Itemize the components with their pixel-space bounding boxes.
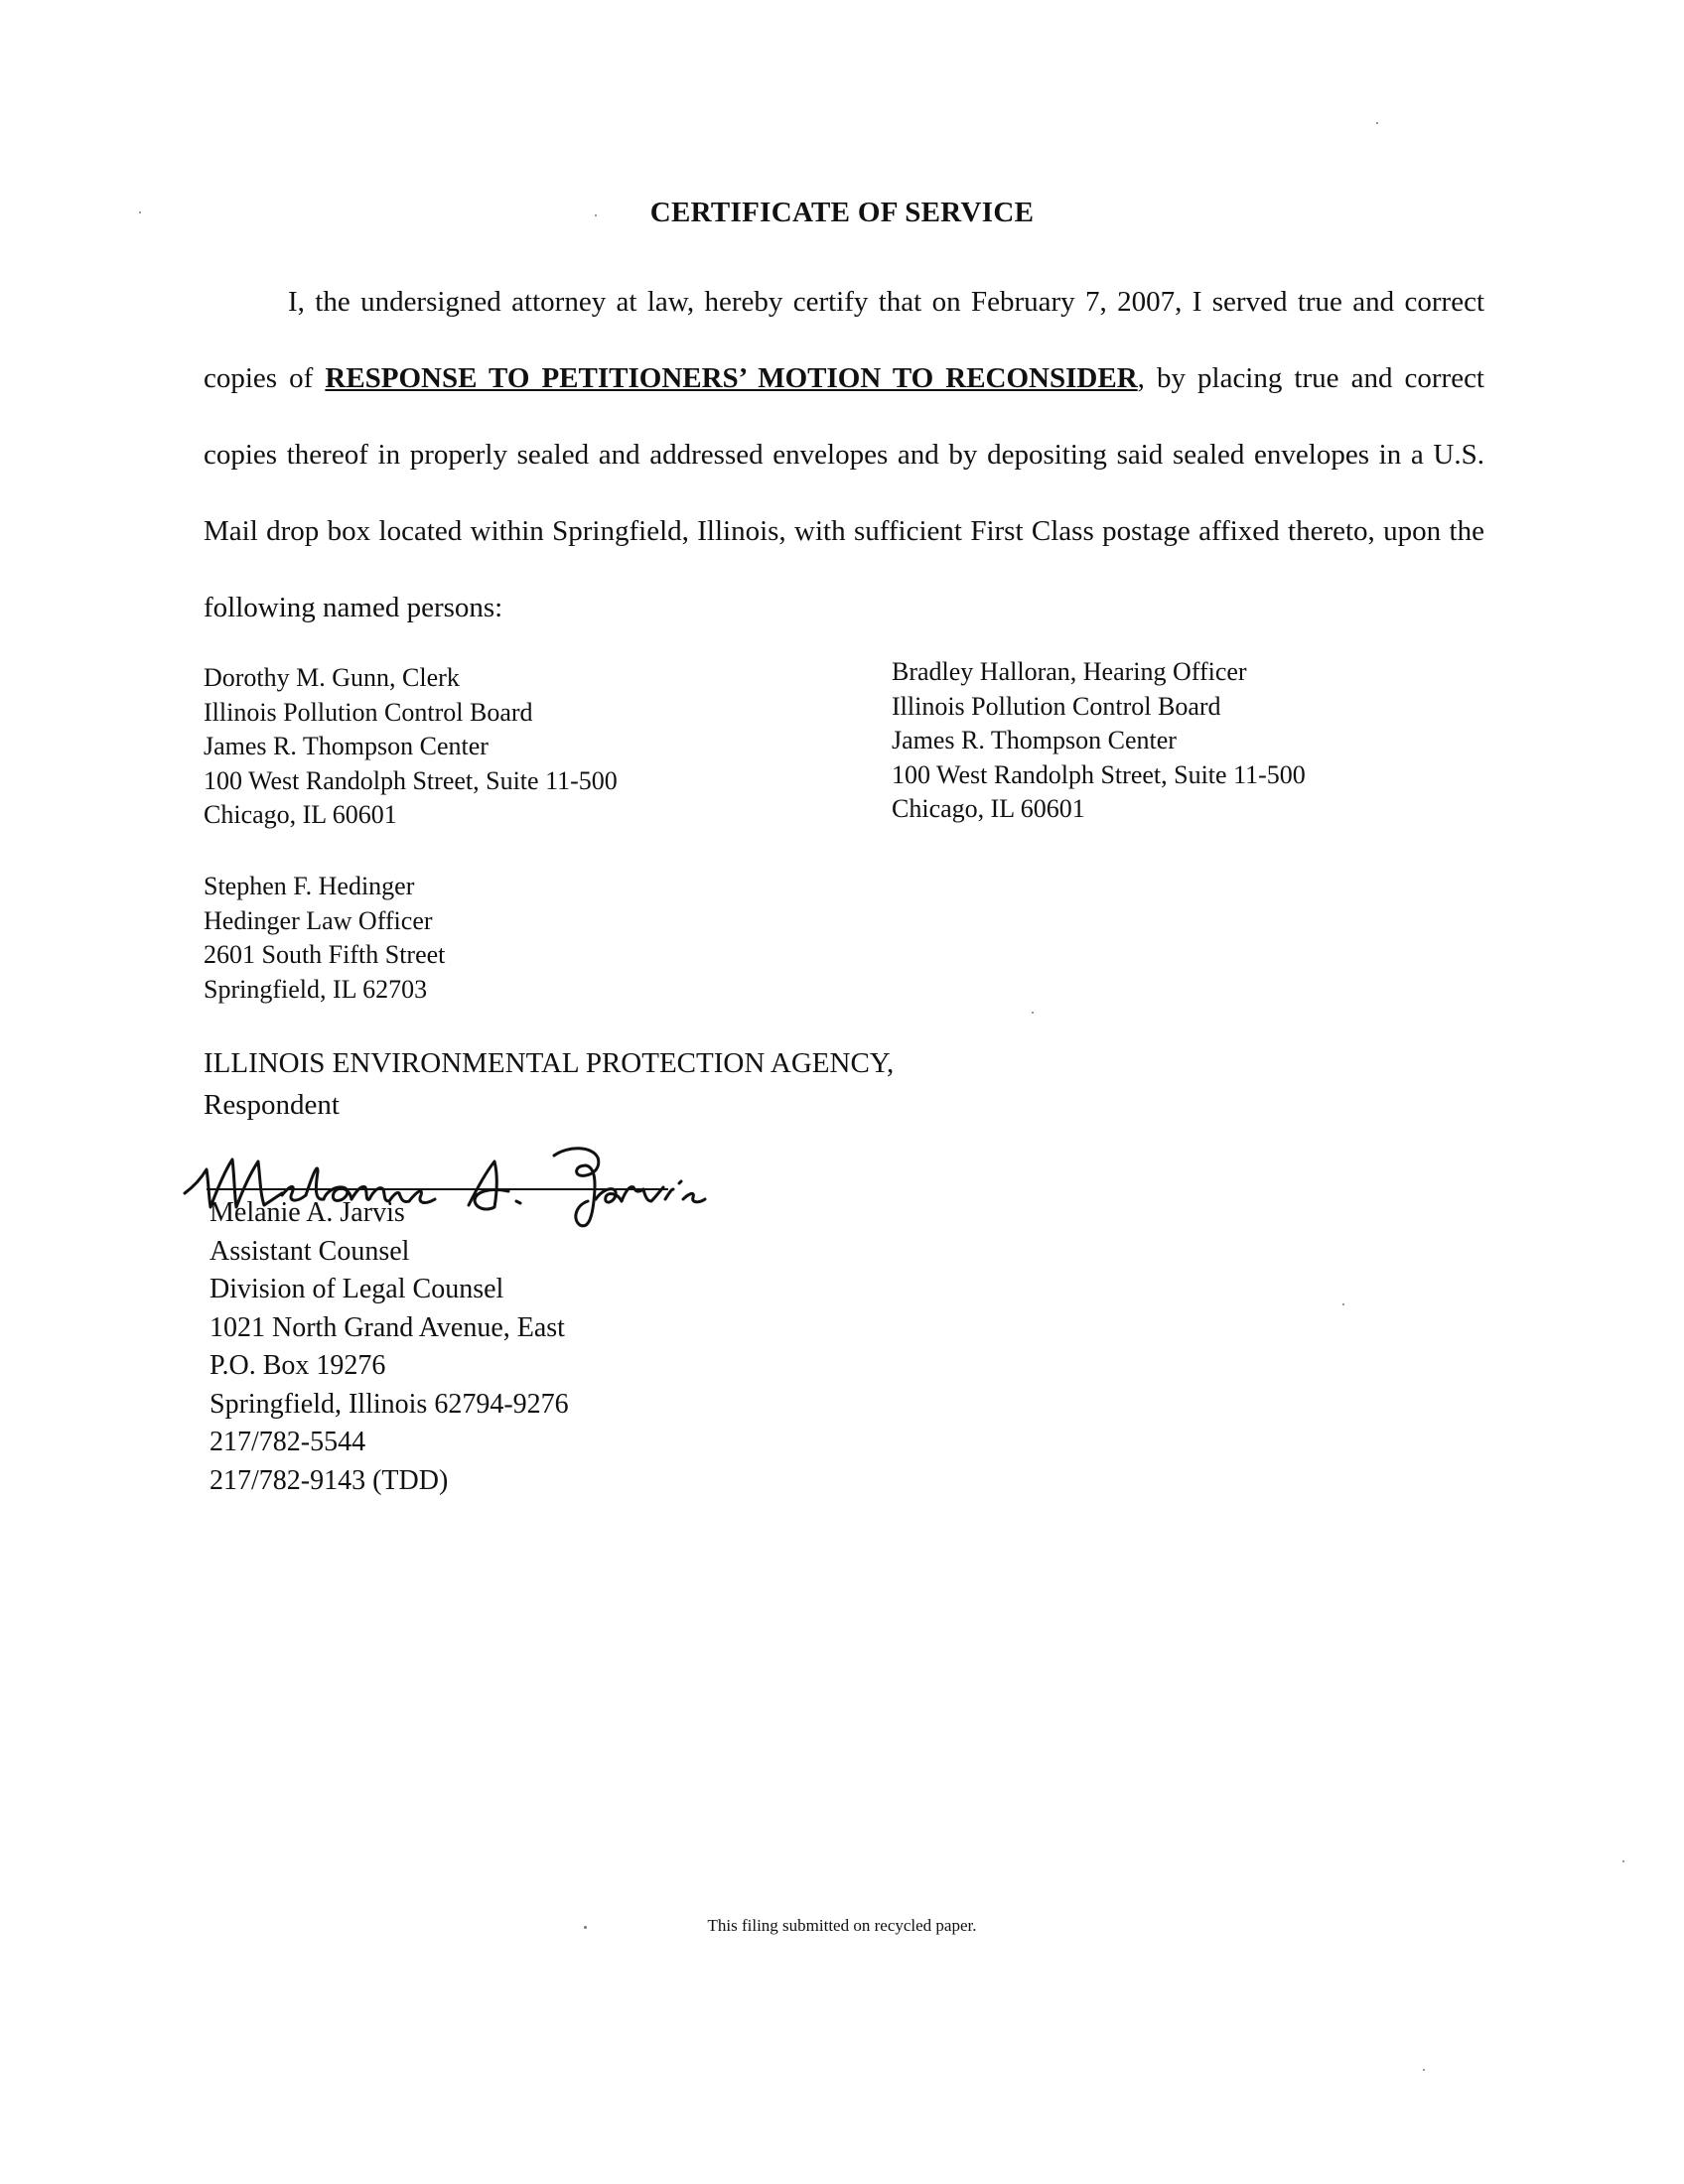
signer-phone: 217/782-5544 — [210, 1427, 366, 1457]
agency-name: ILLINOIS ENVIRONMENTAL PROTECTION AGENCY, — [204, 1047, 895, 1079]
address-line: Illinois Pollution Control Board — [204, 697, 533, 727]
address-line: Stephen F. Hedinger — [204, 872, 415, 900]
signer-title: Assistant Counsel — [210, 1235, 410, 1267]
certification-intro: I, the undersigned attorney at law, hereby certify that on February 7, 2007, I served true and correct copies of — [204, 286, 1484, 394]
signer-address: 1021 North Grand Avenue, East — [210, 1311, 565, 1343]
address-line: Springfield, IL 62703 — [204, 974, 428, 1004]
address-line: James R. Thompson Center — [204, 732, 489, 760]
address-line: Hedinger Law Officer — [204, 905, 433, 935]
footer-note: This filing submitted on recycled paper. — [707, 1916, 977, 1935]
recipient-address-hearing-officer — [892, 655, 1306, 827]
served-document-title: RESPONSE TO PETITIONERS’ MOTION TO RECONSIDER — [325, 362, 1138, 394]
signer-city: Springfield, Illinois 62794-9276 — [210, 1388, 569, 1420]
certification-rest: , by placing true and correct copies thereof in properly sealed and addressed envelopes and by depositing said sealed envelopes in a U.S. Mail drop box located within Springfield, Illinois, with sufficient First Class postage affixed thereto, upon the following named persons: — [204, 362, 1484, 623]
address-line: Illinois Pollution Control Board — [892, 691, 1221, 721]
address-line: 2601 South Fifth Street — [204, 940, 446, 969]
address-line: Dorothy M. Gunn, Clerk — [204, 663, 460, 692]
signer-block — [210, 1194, 569, 1500]
page-title: CERTIFICATE OF SERVICE — [649, 197, 1035, 228]
scan-speck — [595, 214, 597, 216]
recipient-address-hedinger — [204, 870, 445, 1007]
agency-role: Respondent — [204, 1089, 340, 1121]
scan-speck — [584, 1926, 587, 1929]
address-line: 100 West Randolph Street, Suite 11-500 — [204, 765, 618, 795]
recipient-address-clerk — [204, 661, 618, 833]
address-line: Chicago, IL 60601 — [204, 800, 397, 829]
address-line: Bradley Halloran, Hearing Officer — [892, 657, 1247, 686]
address-line: James R. Thompson Center — [892, 726, 1177, 754]
certification-paragraph — [204, 264, 1484, 646]
agency-block — [204, 1042, 894, 1126]
signature-line — [207, 1188, 668, 1190]
signer-division: Division of Legal Counsel — [210, 1274, 504, 1304]
scan-speck — [1622, 1860, 1624, 1862]
address-line: Chicago, IL 60601 — [892, 794, 1085, 823]
scan-speck — [1423, 2069, 1425, 2071]
scan-speck — [1376, 122, 1378, 124]
signer-name: Melanie A. Jarvis — [210, 1197, 405, 1228]
signer-po-box: P.O. Box 19276 — [210, 1350, 386, 1381]
scan-speck — [1342, 1303, 1344, 1305]
address-line: 100 West Randolph Street, Suite 11-500 — [892, 759, 1306, 789]
signer-tdd: 217/782-9143 (TDD) — [210, 1464, 449, 1496]
scan-speck — [139, 211, 141, 213]
scan-speck — [1032, 1012, 1034, 1014]
